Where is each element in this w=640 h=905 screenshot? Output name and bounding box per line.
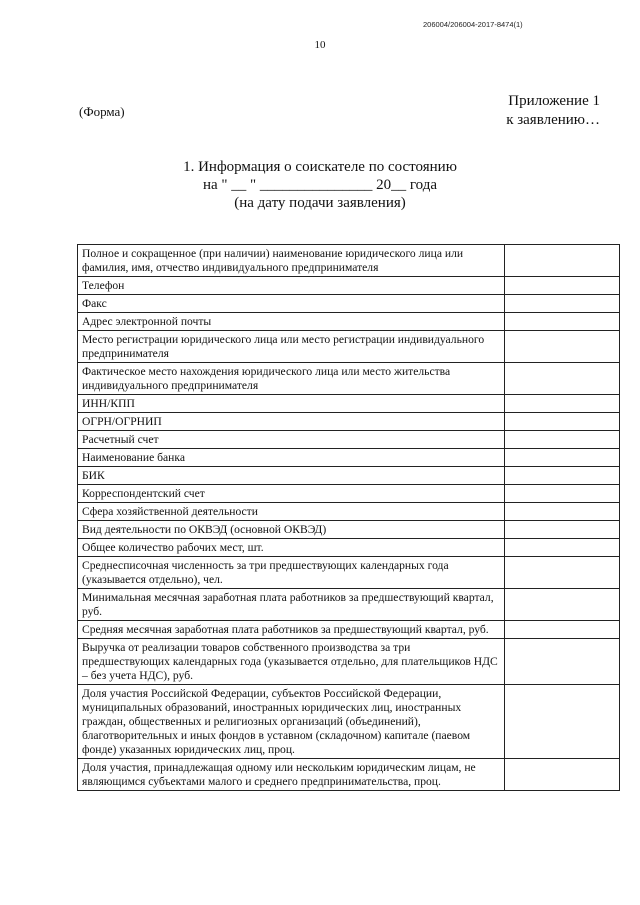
row-label: Выручка от реализации товаров собственного производства за три предшествующих календарных года (указывается отдельно, для плательщиков НДС – без учета НДС), руб. (78, 639, 505, 685)
row-label: Место регистрации юридического лица или место регистрации индивидуального предпринимателя (78, 331, 505, 363)
row-value-field[interactable] (505, 431, 620, 449)
table-row (78, 759, 620, 791)
row-label: ИНН/КПП (78, 395, 505, 413)
row-value-field[interactable] (505, 621, 620, 639)
annex-line-2: к заявлению… (506, 112, 600, 128)
row-value-field[interactable] (505, 503, 620, 521)
row-label: Вид деятельности по ОКВЭД (основной ОКВЭД) (78, 521, 505, 539)
row-label: Полное и сокращенное (при наличии) наименование юридического лица или фамилия, имя, отчество индивидуального предпринимателя (78, 245, 505, 277)
row-value-field[interactable] (505, 277, 620, 295)
row-value-field[interactable] (505, 395, 620, 413)
form-label: (Форма) (79, 104, 125, 119)
row-value-field[interactable] (505, 589, 620, 621)
row-label: Доля участия Российской Федерации, субъектов Российской Федерации, муниципальных образований, иностранных юридических лиц, иностранных граждан, общественных и религиозных организаций (объединений), благотворительных и иных фондов в уставном (складочном) капитале (паевом фонде) указанных юридических лиц, проц. (78, 685, 505, 759)
row-value-field[interactable] (505, 449, 620, 467)
row-label: Телефон (78, 277, 505, 295)
table-row (78, 313, 620, 331)
page-number: 10 (314, 39, 326, 51)
row-value-field[interactable] (505, 413, 620, 431)
row-label: Общее количество рабочих мест, шт. (78, 539, 505, 557)
annex-line-1: Приложение 1 (508, 93, 600, 109)
row-label: БИК (78, 467, 505, 485)
row-value-field[interactable] (505, 557, 620, 589)
row-value-field[interactable] (505, 485, 620, 503)
table-row (78, 521, 620, 539)
table-row (78, 539, 620, 557)
row-value-field[interactable] (505, 685, 620, 759)
table-row (78, 685, 620, 759)
row-label: Факс (78, 295, 505, 313)
table-row (78, 295, 620, 313)
row-label: Расчетный счет (78, 431, 505, 449)
table-row (78, 413, 620, 431)
document-id: 206004/206004-2017-8474(1) (423, 20, 523, 29)
row-label: Средняя месячная заработная плата работников за предшествующий квартал, руб. (78, 621, 505, 639)
table-row (78, 467, 620, 485)
table-row (78, 621, 620, 639)
row-value-field[interactable] (505, 363, 620, 395)
row-value-field[interactable] (505, 331, 620, 363)
table-row (78, 639, 620, 685)
row-value-field[interactable] (505, 521, 620, 539)
row-value-field[interactable] (505, 245, 620, 277)
row-label: Сфера хозяйственной деятельности (78, 503, 505, 521)
title-line-1: 1. Информация о соискателе по состоянию (183, 159, 457, 175)
table-row (78, 431, 620, 449)
row-value-field[interactable] (505, 539, 620, 557)
row-value-field[interactable] (505, 639, 620, 685)
table-row (78, 449, 620, 467)
row-label: Фактическое место нахождения юридического лица или место жительства индивидуального предпринимателя (78, 363, 505, 395)
row-label: Минимальная месячная заработная плата работников за предшествующий квартал, руб. (78, 589, 505, 621)
title-line-3: (на дату подачи заявления) (234, 195, 406, 211)
table-row (78, 331, 620, 363)
table-row (78, 503, 620, 521)
row-label: Доля участия, принадлежащая одному или нескольким юридическим лицам, не являющимся субъектами малого и среднего предпринимательства, проц. (78, 759, 505, 791)
row-value-field[interactable] (505, 295, 620, 313)
table-row (78, 557, 620, 589)
table-row (78, 589, 620, 621)
title-line-2: на " __ " _______________ 20__ года (202, 177, 438, 193)
row-label: ОГРН/ОГРНИП (78, 413, 505, 431)
row-label: Адрес электронной почты (78, 313, 505, 331)
row-label: Наименование банка (78, 449, 505, 467)
annex-reference (506, 92, 600, 130)
table-row (78, 277, 620, 295)
table-row (78, 245, 620, 277)
table-row (78, 363, 620, 395)
table-row (78, 395, 620, 413)
row-value-field[interactable] (505, 467, 620, 485)
row-label: Корреспондентский счет (78, 485, 505, 503)
table-row (78, 485, 620, 503)
page-title (0, 158, 640, 212)
applicant-info-table (77, 244, 620, 791)
row-label: Среднесписочная численность за три предшествующих календарных года (указывается отдельно), чел. (78, 557, 505, 589)
row-value-field[interactable] (505, 759, 620, 791)
row-value-field[interactable] (505, 313, 620, 331)
